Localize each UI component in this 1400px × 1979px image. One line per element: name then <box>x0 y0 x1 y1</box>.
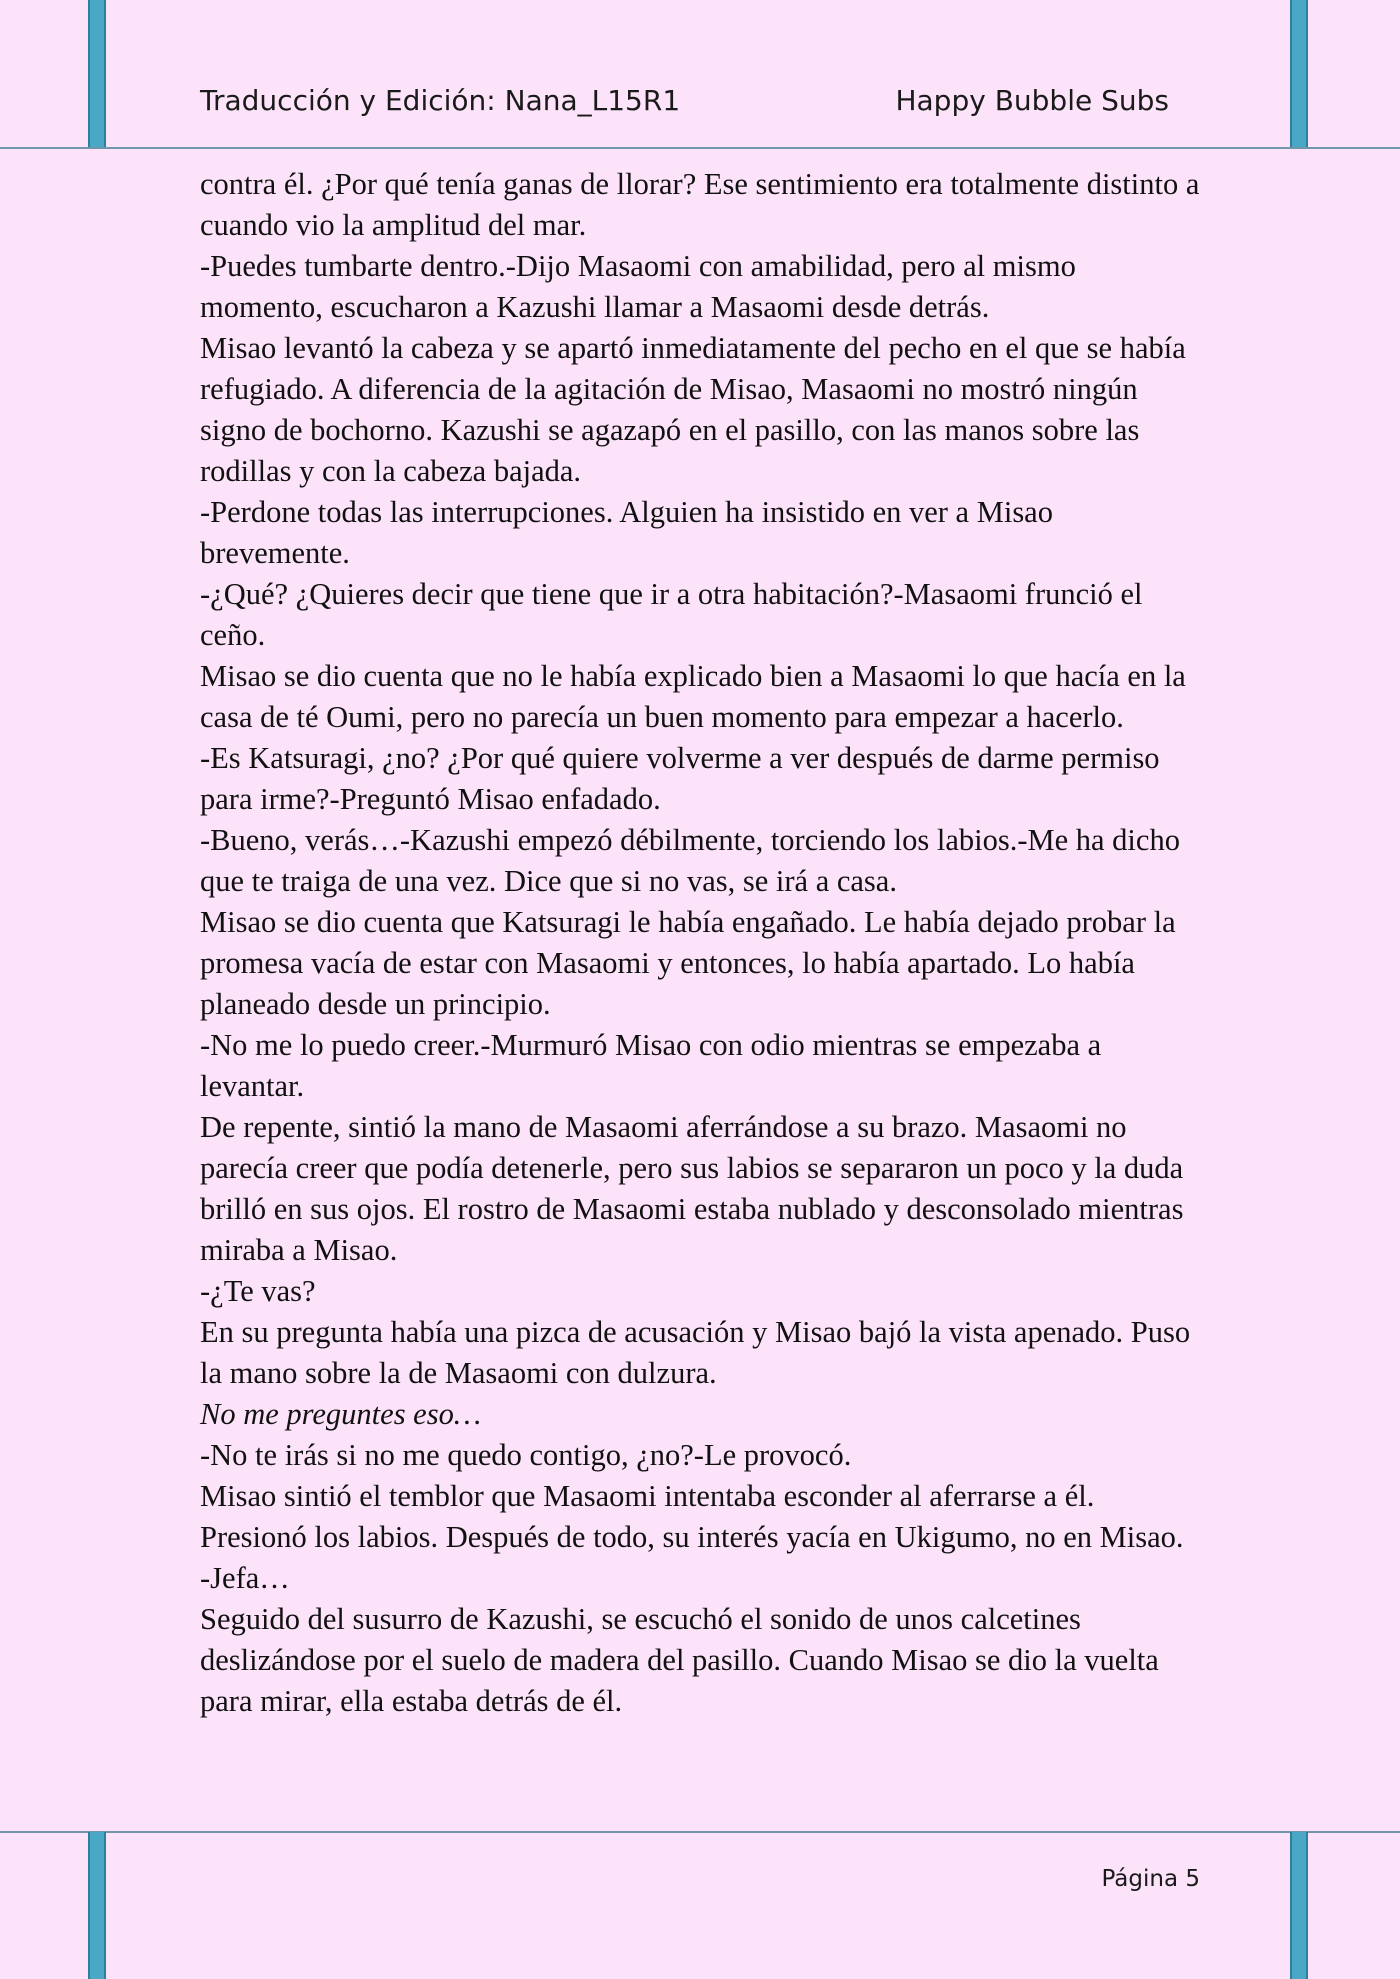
paragraph: -¿Qué? ¿Quieres decir que tiene que ir a otra habitación?-Masaomi frunció el ceño. <box>200 577 1143 652</box>
paragraph: -Jefa… <box>200 1561 290 1595</box>
header-group-name: Happy Bubble Subs <box>895 84 1169 117</box>
paragraph: -¿Te vas? <box>200 1274 316 1308</box>
paragraph: -Puedes tumbarte dentro.-Dijo Masaomi con amabilidad, pero al mismo momento, escucharon a Kazushi llamar a Masaomi desde detrás. <box>200 249 1076 324</box>
paragraph: -No te irás si no me quedo contigo, ¿no?-Le provocó. <box>200 1438 852 1472</box>
header-divider <box>0 147 1400 149</box>
paragraph: -No me lo puedo creer.-Murmuró Misao con odio mientras se empezaba a levantar. <box>200 1028 1102 1103</box>
paragraph: contra él. ¿Por qué tenía ganas de llorar? Ese sentimiento era totalmente distinto a cuando vio la amplitud del mar. <box>200 167 1200 242</box>
page-number: Página 5 <box>1101 1866 1200 1892</box>
paragraph: En su pregunta había una pizca de acusación y Misao bajó la vista apenado. Puso la mano sobre la de Masaomi con dulzura. <box>200 1315 1191 1390</box>
paragraph: -Bueno, verás…-Kazushi empezó débilmente, torciendo los labios.-Me ha dicho que te traiga de una vez. Dice que si no vas, se irá a casa. <box>200 823 1180 898</box>
footer-left-accent-bar <box>88 1832 106 1979</box>
italic-paragraph: No me preguntes eso… <box>200 1397 481 1431</box>
header-left-accent-bar <box>88 0 106 148</box>
page-body-text <box>200 164 1206 1722</box>
footer-divider <box>0 1831 1400 1833</box>
paragraph: Seguido del susurro de Kazushi, se escuchó el sonido de unos calcetines deslizándose por el suelo de madera del pasillo. Cuando Misao se dio la vuelta para mirar, ella estaba detrás de él. <box>200 1602 1159 1718</box>
paragraph: -Es Katsuragi, ¿no? ¿Por qué quiere volverme a ver después de darme permiso para irme?-Preguntó Misao enfadado. <box>200 741 1160 816</box>
paragraph: Misao sintió el temblor que Masaomi intentaba esconder al aferrarse a él. Presionó los labios. Después de todo, su interés yacía en Ukigumo, no en Misao. <box>200 1479 1184 1554</box>
paragraph: De repente, sintió la mano de Masaomi aferrándose a su brazo. Masaomi no parecía creer que podía detenerle, pero sus labios se separaron un poco y la duda brilló en sus ojos. El rostro de Masaomi estaba nublado y desconsolado mientras miraba a Misao. <box>200 1110 1184 1267</box>
paragraph: Misao se dio cuenta que no le había explicado bien a Masaomi lo que hacía en la casa de té Oumi, pero no parecía un buen momento para empezar a hacerlo. <box>200 659 1186 734</box>
footer-right-accent-bar <box>1290 1832 1308 1979</box>
header-translator-credit: Traducción y Edición: Nana_L15R1 <box>200 84 681 117</box>
paragraph: -Perdone todas las interrupciones. Alguien ha insistido en ver a Misao brevemente. <box>200 495 1053 570</box>
header-right-accent-bar <box>1290 0 1308 148</box>
paragraph: Misao se dio cuenta que Katsuragi le había engañado. Le había dejado probar la promesa vacía de estar con Masaomi y entonces, lo había apartado. Lo había planeado desde un principio. <box>200 905 1176 1021</box>
paragraph: Misao levantó la cabeza y se apartó inmediatamente del pecho en el que se había refugiado. A diferencia de la agitación de Misao, Masaomi no mostró ningún signo de bochorno. Kazushi se agazapó en el pasillo, con las manos sobre las rodillas y con la cabeza bajada. <box>200 331 1186 488</box>
